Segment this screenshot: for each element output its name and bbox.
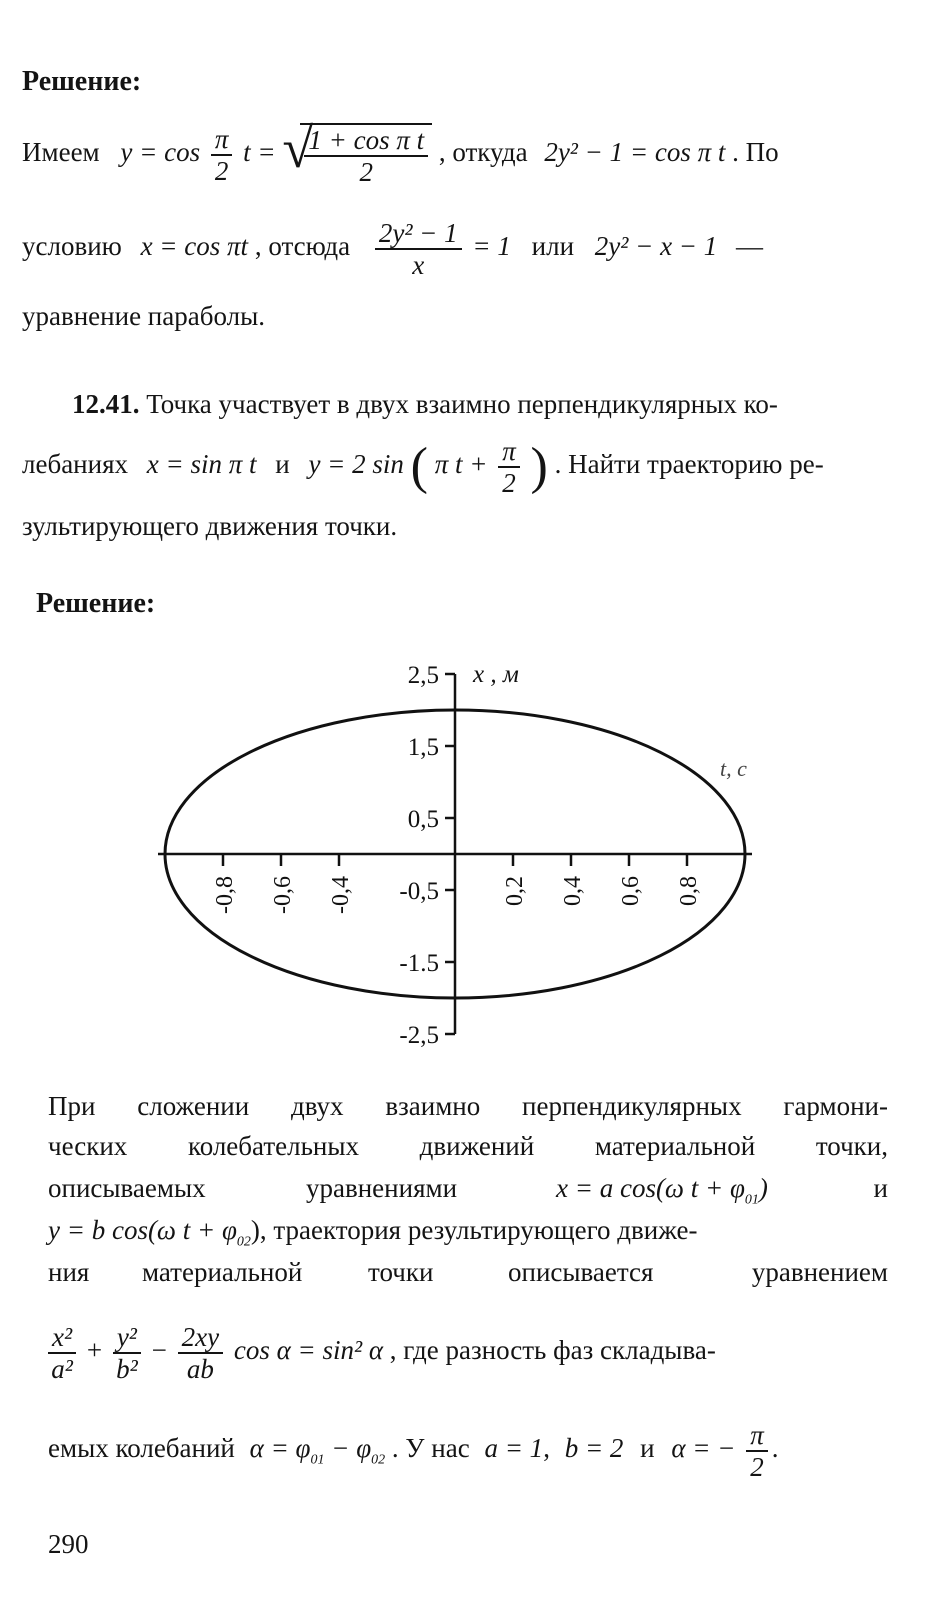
text-word: уравнением: [751, 1257, 888, 1287]
math-expression: 2y² − 1 = cos π t: [544, 137, 726, 167]
math-expression: b = 2: [564, 1433, 624, 1463]
text-word: , откуда: [438, 137, 528, 167]
fraction-numerator: 1 + cos π t: [304, 125, 428, 157]
math-expression: = 1: [472, 231, 511, 261]
fraction-denominator: 2: [750, 1451, 764, 1482]
fraction-numerator: y²: [113, 1322, 141, 1354]
fraction-numerator: x²: [48, 1322, 76, 1354]
equation-line-1: [22, 112, 779, 192]
y-tick-label: 0,5: [407, 806, 439, 833]
text-line: уравнение параболы.: [22, 301, 265, 331]
text-word: —: [736, 231, 764, 261]
x-tick-label: -0,8: [212, 876, 238, 914]
paren-left: (: [410, 437, 428, 495]
math-expression: $\alpha = \varphi_{01} - \varphi_{02}$: [249, 1433, 386, 1468]
fraction: [498, 436, 520, 498]
text-line: зультирующего движения точки.: [22, 511, 398, 541]
fraction-numerator: 2y² − 1: [375, 218, 462, 250]
math-expression: 2y² − x − 1: [594, 231, 718, 261]
curve-label: t, c: [720, 756, 747, 781]
y-axis-label: x , м: [473, 661, 519, 688]
x-tick-label: 0,8: [676, 876, 702, 906]
x-tick-label: 0,6: [618, 876, 644, 906]
fraction: [113, 1322, 141, 1384]
x-tick-label: -0,4: [328, 876, 354, 914]
text-word: ), траектория результирующего движе-: [250, 1215, 698, 1245]
text-word: ,: [543, 1433, 550, 1463]
text-word: условию: [22, 231, 122, 261]
text-line: [48, 1172, 888, 1208]
equation-line: [48, 1410, 888, 1486]
text-word: ния: [48, 1257, 90, 1287]
y-tick-label: 2,5: [407, 662, 439, 689]
problem-statement-line: [72, 388, 778, 420]
math-expression: t =: [243, 137, 276, 167]
paren-right: ): [530, 437, 548, 495]
text-word: лебаниях: [22, 449, 128, 479]
fraction-denominator: x: [412, 249, 425, 280]
math-expression: cos α = sin² α: [233, 1335, 384, 1365]
fraction: [48, 1322, 76, 1384]
y-tick-label: 1,5: [407, 734, 439, 761]
text-word: описываемых: [48, 1173, 206, 1203]
math-expression: x = cos πt: [140, 231, 249, 261]
y-tick-label: -0,5: [399, 878, 439, 905]
fraction: [375, 218, 462, 280]
math-expression: y = b cos(ω $t + \varphi_{02}$: [48, 1215, 251, 1250]
fraction-numerator: π: [211, 124, 233, 156]
fraction: [178, 1322, 223, 1384]
text-line: [48, 1214, 888, 1258]
text-word: Имеем: [22, 137, 100, 167]
text-word: . По: [732, 137, 779, 167]
math-text: α = φ: [249, 1433, 311, 1463]
x-tick-label: 0,2: [502, 876, 528, 906]
text-word: и: [640, 1433, 655, 1463]
text-word: . Найти траекторию ре-: [554, 449, 824, 479]
minus-sign: −: [151, 1335, 167, 1365]
math-expression: a = 1: [484, 1433, 544, 1463]
text-word: уравнениями: [306, 1173, 458, 1203]
radical-sign-icon: √: [282, 117, 314, 180]
problem-text: Точка участвует в двух взаимно перпендикулярных ко-: [146, 389, 778, 419]
text-word: материальной: [142, 1257, 303, 1287]
fraction-denominator: 2: [502, 467, 516, 498]
text-word: описывается: [508, 1257, 654, 1287]
text-word: емых колебаний: [48, 1433, 235, 1463]
fraction: [211, 124, 233, 186]
problem-statement-line: [22, 426, 824, 502]
fraction-denominator: b²: [116, 1353, 138, 1384]
fraction-numerator: π: [746, 1420, 768, 1452]
text-word: или: [531, 231, 575, 261]
text-line: [48, 1256, 888, 1288]
math-text: − φ: [324, 1433, 372, 1463]
text-line: ческих колебательных движений материальной точки,: [48, 1131, 888, 1161]
solution-heading: Решение:: [36, 588, 156, 619]
math-expression: x = a cos(ω $t + \varphi_{01}$): [556, 1173, 768, 1208]
text-word: . У нас: [391, 1433, 470, 1463]
fraction-numerator: 2xy: [178, 1322, 223, 1354]
text-word: .: [771, 1433, 779, 1463]
text-word: и: [275, 449, 290, 479]
fraction: [304, 125, 428, 187]
text-word: , где разность фаз складыва-: [389, 1335, 716, 1365]
text-word: точки: [368, 1257, 434, 1287]
square-root: [282, 117, 432, 187]
math-text: y = b cos(ω t + φ: [48, 1215, 237, 1245]
fraction-numerator: π: [498, 436, 520, 468]
math-expression: α = −: [671, 1433, 736, 1463]
solution-heading: Решение:: [22, 66, 142, 97]
equation-line: [48, 1310, 888, 1390]
math-expression: y = cos: [120, 137, 201, 167]
page-number: 290: [48, 1529, 89, 1559]
y-tick-label: -1.5: [399, 950, 439, 977]
text-line: При сложении двух взаимно перпендикулярных гармони-: [48, 1091, 888, 1121]
ellipse-trajectory-chart: [140, 640, 780, 1060]
equation-line-2: [22, 206, 763, 286]
math-expression: π t +: [434, 449, 488, 479]
plus-sign: +: [86, 1335, 103, 1365]
math-expression: y = 2 sin: [308, 449, 404, 479]
math-expression: x = sin π t: [146, 449, 257, 479]
y-tick-label: -2,5: [399, 1022, 439, 1049]
text-word: и: [873, 1173, 888, 1203]
text-word: , отсюда: [254, 231, 351, 261]
fraction-denominator: 2: [214, 155, 229, 186]
fraction-denominator: ab: [186, 1353, 214, 1384]
math-text: x = a cos(ω t + φ: [556, 1173, 745, 1203]
fraction: [746, 1420, 768, 1482]
x-tick-label: -0,6: [270, 876, 296, 914]
fraction-denominator: 2: [359, 156, 373, 187]
x-tick-label: 0,4: [560, 876, 586, 906]
fraction-denominator: a²: [51, 1353, 73, 1384]
problem-number: 12.41.: [72, 389, 140, 419]
